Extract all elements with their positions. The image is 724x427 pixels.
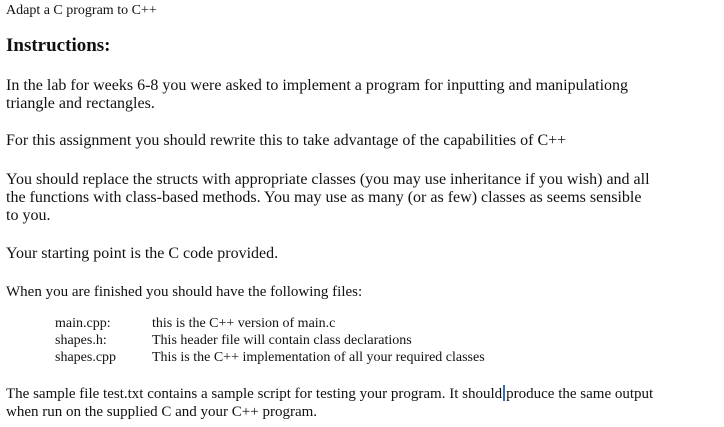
file-description: This is the C++ implementation of all your required classes	[152, 350, 485, 365]
file-list-row	[55, 332, 485, 349]
text-cursor	[503, 385, 505, 401]
file-name: shapes.h:	[55, 333, 107, 348]
file-list-row	[55, 315, 485, 332]
paragraph-lab-weeks: In the lab for weeks 6-8 you were asked to implement a program for inputting and manipulationg triangle and rectangles.	[6, 77, 629, 112]
file-description: this is the C++ version of main.c	[152, 316, 336, 331]
sample-file-text-before: The sample file test.txt contains a sample script for testing your program. It should	[6, 386, 503, 402]
file-description: This header file will contain class declarations	[152, 333, 412, 348]
file-name: shapes.cpp	[55, 350, 117, 365]
document-top-line: Adapt a C program to C++	[6, 3, 157, 18]
instructions-heading: Instructions:	[6, 35, 111, 56]
paragraph-following-files: When you are finished you should have the following files:	[6, 284, 363, 300]
paragraph-starting-point: Your starting point is the C code provided.	[6, 245, 279, 262]
paragraph-replace-structs: You should replace the structs with appropriate classes (you may use inheritance if you wish) and all the functions with class-based methods. You may use as many (or as few) classes as seems sensible to you.	[6, 171, 650, 224]
file-list	[55, 315, 485, 366]
file-name: main.cpp:	[55, 316, 111, 331]
file-list-row	[55, 349, 485, 366]
sample-file-text-after: produce the same output when run on the supplied C and your C++ program.	[6, 386, 654, 420]
paragraph-sample-file	[6, 385, 671, 421]
paragraph-rewrite: For this assignment you should rewrite this to take advantage of the capabilities of C++	[6, 132, 567, 149]
